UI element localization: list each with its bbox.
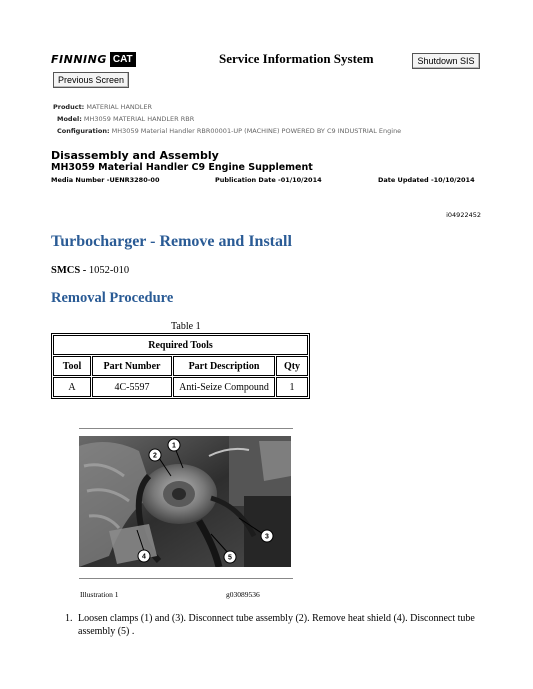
column-header: Qty: [276, 356, 308, 376]
divider: [79, 428, 293, 429]
logo-word: FINNING: [51, 53, 107, 66]
configuration-label: Configuration:: [57, 127, 110, 135]
document-title: Disassembly and Assembly: [51, 149, 219, 162]
model-label: Model:: [57, 115, 82, 123]
date-updated: Date Updated -10/10/2014: [378, 176, 475, 184]
finning-cat-logo: [51, 52, 136, 67]
model-value: MH3059 MATERIAL HANDLER RBR: [83, 115, 195, 123]
table-header-row: [53, 356, 308, 376]
illustration-id: g03089536: [226, 590, 260, 599]
callout-label: 3: [265, 533, 269, 541]
callout-label: 2: [153, 452, 157, 460]
step-text: Loosen clamps (1) and (3). Disconnect tube assembly (2). Remove heat shield (4). Disconnect tube assembly (5) .: [78, 613, 475, 637]
callout-4: [138, 550, 150, 562]
table-row: [53, 377, 308, 397]
app-title: Service Information System: [219, 51, 374, 66]
column-header: Part Description: [173, 356, 275, 376]
table-cell: A: [53, 377, 91, 397]
product-line: [53, 103, 152, 111]
table-title: Required Tools: [53, 335, 308, 355]
table-cell: Anti-Seize Compound: [173, 377, 275, 397]
cat-badge: CAT: [110, 52, 136, 67]
previous-screen-button[interactable]: Previous Screen: [53, 72, 129, 88]
product-label: Product:: [53, 103, 85, 111]
table-cell: 4C-5597: [92, 377, 172, 397]
page-title: Turbocharger - Remove and Install: [51, 233, 292, 250]
smcs-label: SMCS -: [51, 265, 87, 276]
product-value: MATERIAL HANDLER: [86, 103, 153, 111]
publication-date: Publication Date -01/10/2014: [215, 176, 322, 184]
callout-2: [149, 449, 161, 461]
smcs-code: [51, 265, 129, 276]
document-id: i04922452: [446, 211, 481, 219]
callout-label: 5: [228, 554, 232, 562]
turbocharger-illustration: [79, 436, 291, 567]
callout-5: [224, 551, 236, 563]
table-caption: Table 1: [171, 321, 201, 332]
configuration-value: MH3059 Material Handler RBR00001-UP (MACHINE) POWERED BY C9 INDUSTRIAL Engine: [111, 127, 402, 135]
configuration-line: [57, 127, 401, 135]
turbocharger-photo: [79, 436, 291, 567]
callout-3: [261, 530, 273, 542]
callout-label: 1: [172, 442, 176, 450]
shutdown-sis-button[interactable]: Shutdown SIS: [412, 53, 480, 69]
divider: [79, 578, 293, 579]
callout-label: 4: [142, 553, 146, 561]
model-line: [57, 115, 194, 123]
table-cell: 1: [276, 377, 308, 397]
column-header: Part Number: [92, 356, 172, 376]
step-number: 1.: [65, 613, 73, 624]
required-tools-table: [51, 333, 310, 399]
illustration-label: Illustration 1: [80, 590, 119, 599]
document-subtitle: MH3059 Material Handler C9 Engine Supplement: [51, 162, 313, 173]
media-number: Media Number -UENR3280-00: [51, 176, 160, 184]
section-heading-removal: Removal Procedure: [51, 290, 174, 306]
column-header: Tool: [53, 356, 91, 376]
smcs-value: 1052-010: [88, 265, 130, 276]
callout-1: [168, 439, 180, 451]
